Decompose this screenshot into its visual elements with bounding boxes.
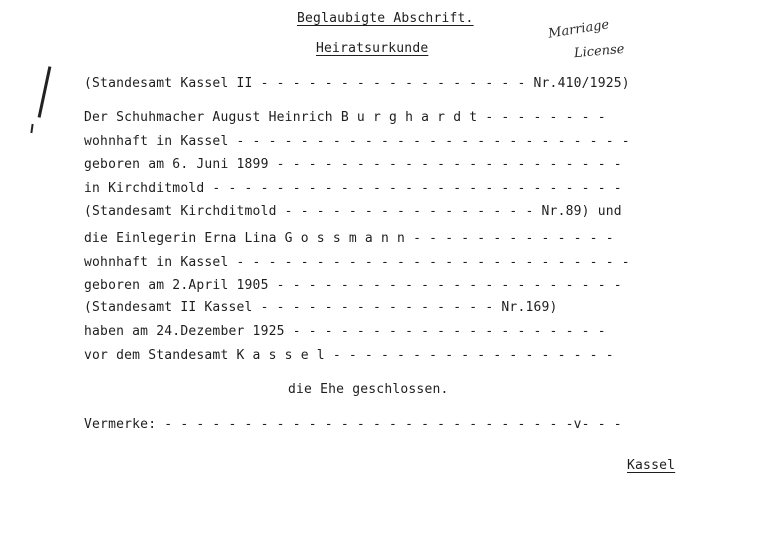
record-line: (Standesamt Kirchditmold - - - - - - - - - - - - - - - - Nr.89) und <box>84 204 622 219</box>
margin-pen-tick <box>30 124 33 133</box>
record-line: (Standesamt II Kassel - - - - - - - - - - - - - - - Nr.169) <box>84 300 558 315</box>
record-line: Der Schuhmacher August Heinrich B u r g h a r d t - - - - - - - - <box>84 110 606 125</box>
record-line: wohnhaft in Kassel - - - - - - - - - - - - - - - - - - - - - - - - - <box>84 134 630 149</box>
record-line: geboren am 2.April 1905 - - - - - - - - - - - - - - - - - - - - - - <box>84 278 622 293</box>
place-signature: Kassel <box>627 458 676 473</box>
record-line: haben am 24.Dezember 1925 - - - - - - - - - - - - - - - - - - - - <box>84 324 606 339</box>
record-line: vor dem Standesamt K a s s e l - - - - - - - - - - - - - - - - - - <box>84 348 614 363</box>
handwritten-note-line-2: License <box>573 41 626 62</box>
record-line: (Standesamt Kassel II - - - - - - - - - - - - - - - - - Nr.410/1925) <box>84 76 630 91</box>
handwritten-note-line-1: Marriage <box>547 17 611 42</box>
margin-pen-stroke <box>38 66 52 117</box>
document-title: Beglaubigte Abschrift. <box>297 11 474 26</box>
record-line: wohnhaft in Kassel - - - - - - - - - - - - - - - - - - - - - - - - - <box>84 255 630 270</box>
closing-statement: die Ehe geschlossen. <box>288 382 449 397</box>
record-line: die Einlegerin Erna Lina G o s s m a n n - - - - - - - - - - - - - <box>84 231 614 246</box>
remarks-line: Vermerke: - - - - - - - - - - - - - - - - - - - - - - - - - -v- - - <box>84 417 622 432</box>
document-subtitle: Heiratsurkunde <box>316 41 429 56</box>
record-line: geboren am 6. Juni 1899 - - - - - - - - - - - - - - - - - - - - - - <box>84 157 622 172</box>
record-line: in Kirchditmold - - - - - - - - - - - - - - - - - - - - - - - - - - <box>84 181 622 196</box>
